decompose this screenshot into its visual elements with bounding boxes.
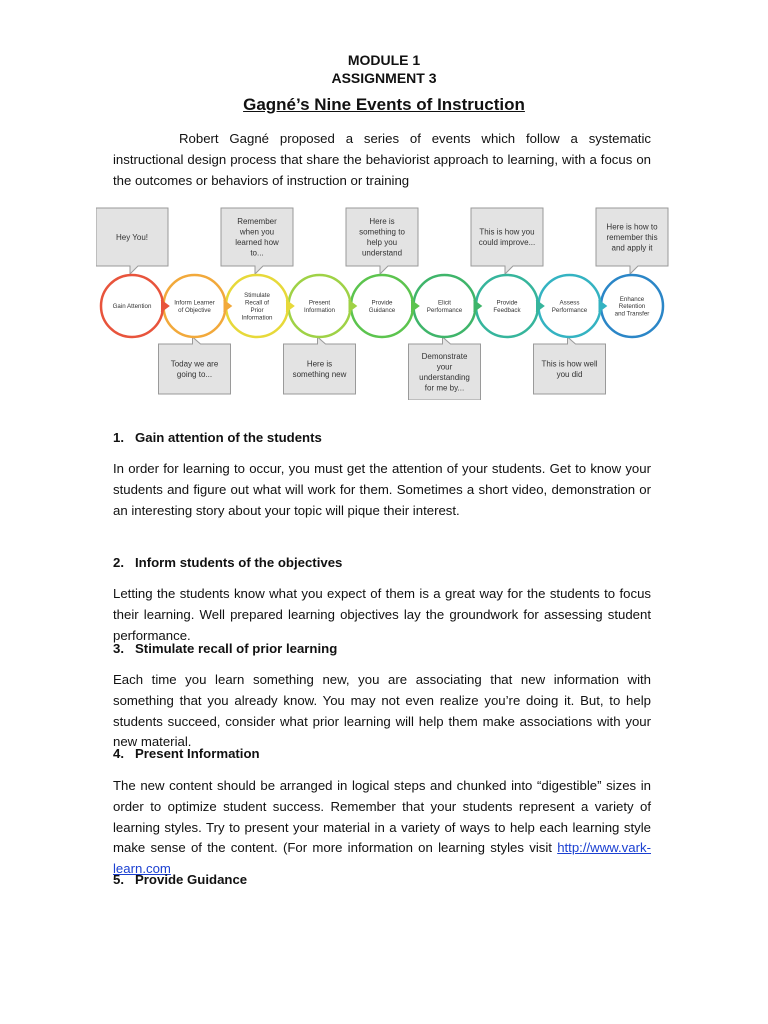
callout-bottom — [159, 337, 231, 394]
section-3-body: Each time you learn something new, you are associating that new information with something that you already know. You may not even realize you’re doing it. But, to help students succeed, consider what prior learning will help them make associations with your new material. — [113, 672, 651, 750]
event-circle — [539, 275, 607, 337]
nine-events-diagram — [96, 204, 676, 400]
event-label: of Objective — [178, 306, 211, 314]
section-4-heading: 4. Present Information — [113, 746, 260, 761]
callout-text: remember this — [606, 232, 658, 242]
callout-top — [96, 208, 168, 274]
callout-text: and apply it — [611, 243, 653, 253]
callout-text: Hey You! — [115, 232, 149, 242]
event-label: Prior — [250, 306, 264, 314]
event-label: Gain Attention — [112, 303, 152, 311]
event-circle — [351, 275, 419, 337]
callout-text: This is how well — [541, 359, 598, 369]
event-label: Present — [308, 299, 331, 307]
event-label: Elicit — [437, 299, 452, 307]
event-label: Guidance — [368, 306, 396, 314]
section-4-text: The new content should be arranged in logical steps and chunked into “digestible” sizes in order to optimize student success. Remember that your students represent a variety of learning styles. Try to present your material in a variety of ways to help each learning style make sense of the content. (For more information on learning styles visit — [113, 778, 651, 856]
event-label: Information — [241, 314, 273, 322]
section-2-heading: 2. Inform students of the objectives — [113, 555, 343, 570]
event-label: Information — [304, 306, 335, 314]
callout-bottom — [534, 337, 606, 394]
event-label: Retention — [618, 303, 646, 311]
callout-text: your — [436, 362, 453, 372]
callout-text: help you — [366, 238, 398, 248]
callout-bottom — [409, 337, 481, 400]
callout-text: Here is how to — [606, 222, 658, 232]
callout-top — [346, 208, 418, 274]
callout-text: going to... — [176, 370, 213, 380]
callout-text: Here is — [306, 359, 333, 369]
section-3-heading: 3. Stimulate recall of prior learning — [113, 641, 338, 656]
section-5-heading: 5. Provide Guidance — [113, 872, 248, 887]
assignment-label: ASSIGNMENT 3 — [331, 70, 437, 86]
callout-text: when you — [239, 227, 275, 237]
callout-top — [221, 208, 293, 274]
callout-text: something to — [359, 227, 405, 237]
callout-text: understanding — [419, 373, 470, 383]
callout-text: understand — [361, 248, 403, 258]
event-label: Provide — [496, 299, 518, 307]
callout-text: to... — [250, 248, 264, 258]
event-label: and Transfer — [614, 310, 650, 318]
event-circle — [601, 275, 663, 337]
page-title: Gagné’s Nine Events of Instruction — [243, 95, 525, 114]
callout-text: This is how you — [479, 227, 535, 237]
callout-text: Here is — [369, 217, 395, 227]
event-label: Assess — [559, 299, 580, 307]
event-circle — [289, 275, 357, 337]
event-circle — [414, 275, 482, 337]
callout-text: could improve... — [478, 238, 536, 248]
event-circle — [164, 275, 232, 337]
event-circle — [101, 275, 169, 337]
section-1-body: In order for learning to occur, you must get the attention of your students. Get to know your students and figure out what will work for them. Sometimes a short video, demonstration or an interesting story about your topic will pique their interest. — [113, 461, 651, 518]
event-label: Feedback — [493, 306, 521, 314]
event-label: Performance — [551, 306, 588, 314]
module-label: MODULE 1 — [347, 52, 421, 68]
event-label: Recall of — [244, 299, 270, 307]
callout-text: something new — [292, 370, 347, 380]
callout-top — [471, 208, 543, 274]
callout-text: learned how — [235, 238, 279, 248]
event-label: Enhance — [619, 295, 645, 303]
callout-top — [596, 208, 668, 274]
intro-paragraph: Robert Gagné proposed a series of events which follow a systematic instructional design process that share the behaviorist approach to learning, with a focus on the outcomes or behaviors of instruction or training — [113, 131, 651, 188]
event-label: Stimulate — [244, 292, 270, 300]
callout-text: you did — [556, 370, 583, 380]
event-circle — [226, 275, 294, 337]
callout-text: Demonstrate — [421, 352, 468, 362]
callout-text: for me by... — [424, 383, 465, 393]
event-label: Performance — [426, 306, 463, 314]
section-2-body: Letting the students know what you expect of them is a great way for the students to focus their learning. Well prepared learning objectives lay the groundwork for assessing student performance. — [113, 586, 651, 643]
callout-bottom — [284, 337, 356, 394]
section-4-body — [113, 776, 651, 880]
section-1-heading: 1. Gain attention of the students — [113, 430, 322, 445]
event-circle — [476, 275, 544, 337]
event-label: Provide — [371, 299, 393, 307]
vark-learn-link[interactable]: http://www.vark-learn.com — [113, 840, 651, 877]
event-label: Inform Learner — [174, 299, 215, 307]
callout-text: Remember — [237, 217, 277, 227]
callout-text: Today we are — [170, 359, 219, 369]
